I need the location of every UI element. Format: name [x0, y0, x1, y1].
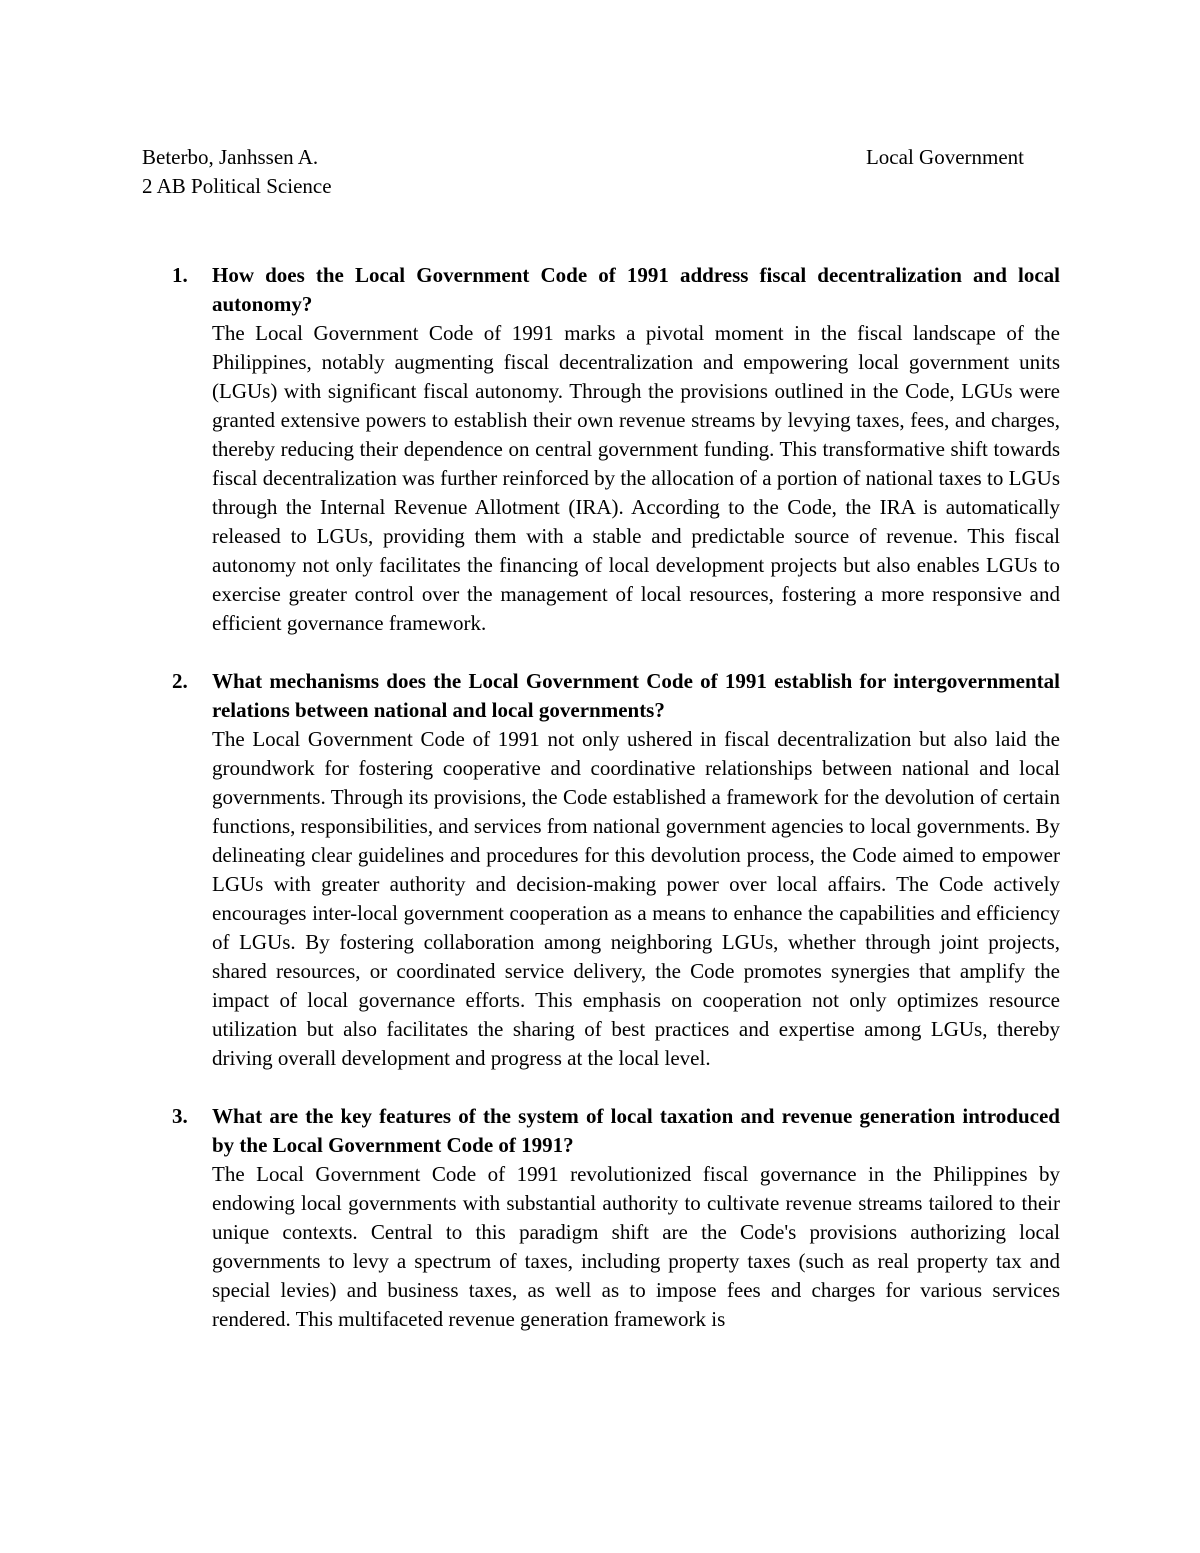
answer-text: The Local Government Code of 1991 marks a pivotal moment in the fiscal landscape of the Philippines, notably augmenting fiscal decentralization and empowering local government units (LGUs) with significant fiscal autonomy. Through the provisions outlined in the Code, LGUs were granted extensive powers to establish their own revenue streams by levying taxes, fees, and charges, thereby reducing their dependence on central government funding. This transformative shift towards fiscal decentralization was further reinforced by the allocation of a portion of national taxes to LGUs through the Internal Revenue Allotment (IRA). According to the Code, the IRA is automatically released to LGUs, providing them with a stable and predictable source of revenue. This fiscal autonomy not only facilitates the financing of local development projects but also enables LGUs to exercise greater control over the management of local resources, fostering a more responsive and efficient governance framework. — [212, 321, 1060, 635]
question-text: How does the Local Government Code of 1991 address fiscal decentralization and local autonomy? — [212, 263, 1060, 316]
author-name: Beterbo, Janhssen A. — [142, 145, 319, 169]
question-text: What are the key features of the system of local taxation and revenue generation introduced by the Local Government Code of 1991? — [212, 1104, 1060, 1157]
author-block — [142, 143, 332, 201]
question-item-3 — [172, 1102, 1060, 1334]
question-number: 2. — [172, 669, 188, 693]
subject-name: Local Government — [865, 145, 1024, 169]
question-number: 3. — [172, 1104, 188, 1128]
question-list — [172, 261, 1060, 1363]
question-text: What mechanisms does the Local Government Code of 1991 establish for intergovernmental relations between national and local governments? — [212, 669, 1060, 722]
answer-text: The Local Government Code of 1991 not only ushered in fiscal decentralization but also laid the groundwork for fostering cooperative and coordinative relationships between national and local governments. Through its provisions, the Code established a framework for the devolution of certain functions, responsibilities, and services from national government agencies to local governments. By delineating clear guidelines and procedures for this devolution process, the Code aimed to empower LGUs with greater authority and decision-making power over local affairs. The Code actively encourages inter-local government cooperation as a means to enhance the capabilities and efficiency of LGUs. By fostering collaboration among neighboring LGUs, whether through joint projects, shared resources, or coordinated service delivery, the Code promotes synergies that amplify the impact of local governance efforts. This emphasis on cooperation not only optimizes resource utilization but also facilitates the sharing of best practices and expertise among LGUs, thereby driving overall development and progress at the local level. — [212, 727, 1060, 1070]
question-item-1 — [172, 261, 1060, 638]
answer-text: The Local Government Code of 1991 revolutionized fiscal governance in the Philippines by endowing local governments with substantial authority to cultivate revenue streams tailored to their unique contexts. Central to this paradigm shift are the Code's provisions authorizing local governments to levy a spectrum of taxes, including property taxes (such as real property tax and special levies) and business taxes, as well as to impose fees and charges for various services rendered. This multifaceted revenue generation framework is — [212, 1162, 1060, 1331]
course-name: 2 AB Political Science — [142, 174, 332, 198]
question-item-2 — [172, 667, 1060, 1073]
question-number: 1. — [172, 263, 188, 287]
